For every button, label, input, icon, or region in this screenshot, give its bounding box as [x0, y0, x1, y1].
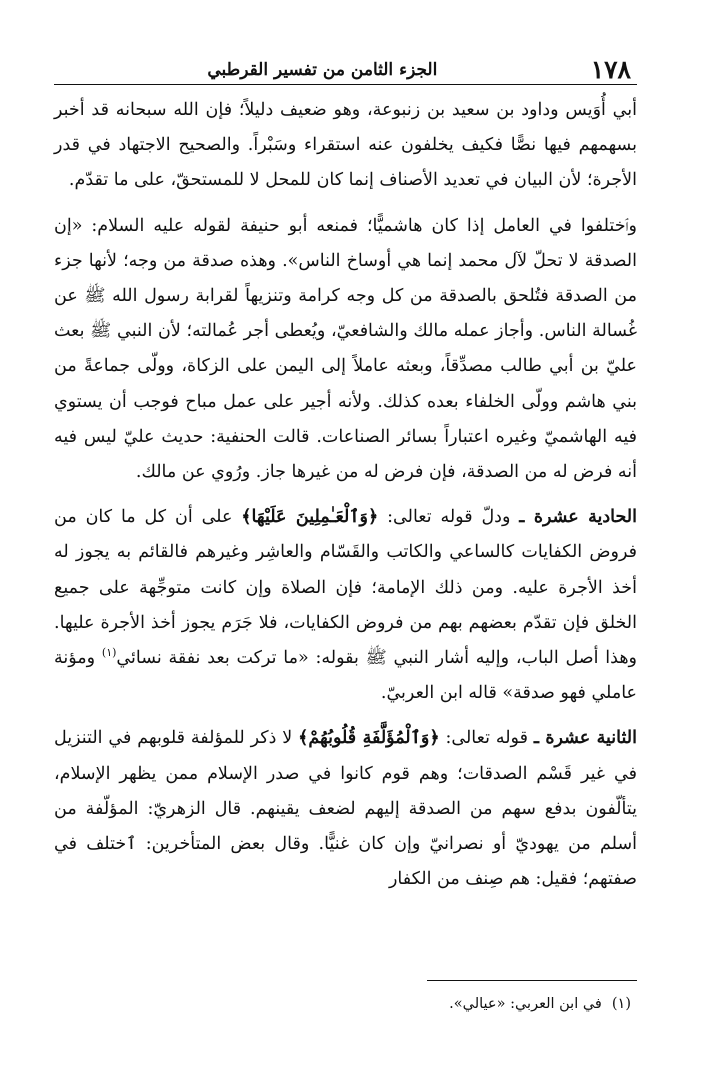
paragraph-3-intro: ودلّ قوله تعالى:	[378, 507, 520, 528]
quran-verse-muallafa: ﴿وَٱلْمُؤَلَّفَةِ قُلُوبُهُمْ﴾	[298, 728, 440, 749]
footnote-reference[interactable]: (١)	[101, 646, 117, 660]
issue-label-twelfth: الثانية عشرة ـ	[533, 728, 637, 749]
paragraph-2: وٱختلفوا في العامل إذا كان هاشميًّا؛ فمنعه أبو حنيفة لقوله عليه السلام: «إن الصدقة لا تحلّ لآل محمد إنما هي أوساخ الناس». وهذه صدقة من وجه؛ لأنها جزء من الصدقة فتُلحق بالصدقة من كل وجه كرامة وتنزيهاً لقرابة رسول الله ﷺ عن غُسالة الناس. وأجاز عمله مالك والشافعيّ، ويُعطى أجر عُمالته؛ لأن النبي ﷺ بعث عليّ بن أبي طالب مصدِّقاً، وبعثه عاملاً إلى اليمن على الزكاة، وولّى جماعةً من بني هاشم وولّى الخلفاء بعده كذلك. ولأنه أجير على عمل مباح فوجب أن يستوي فيه الهاشميّ وغيره اعتباراً بسائر الصناعات. قالت الحنفية: حديث عليّ ليس فيه أنه فرض له من الصدقة، فإن فرض له من غيرها جاز. ورُوي عن مالك.	[54, 215, 637, 483]
paragraph-4	[54, 721, 637, 897]
footnote	[449, 996, 631, 1012]
footnote-divider	[427, 980, 637, 981]
paragraph-4-intro: قوله تعالى:	[439, 728, 534, 749]
paragraph-3-text: على أن كل ما كان من فروض الكفايات كالساعي والكاتب والقَسّام والعاشِر وغيرهم فالقائم به يجوز له أخذ الأجرة عليه. ومن ذلك الإمامة؛ فإن الصلاة وإن كانت متوجِّهة على جميع الخلق فإن تقدّم بعضهم بهم من فروض الكفايات، فلا جَرَم يجوز أخذ الأجرة عليها. وهذا أصل الباب، وإليه أشار النبي ﷺ بقوله: «ما تركت بعد نفقة نسائي	[54, 507, 637, 669]
paragraph-1: أبي أُوَيس وداود بن سعيد بن زنبوعة، وهو ضعيف دليلاً؛ فإن الله سبحانه قد أخبر بسهمهم فيها نصًّا فكيف يخلفون عنه استقراء وسَبْراً. والصحيح الاجتهاد في قدر الأجرة؛ لأن البيان في تعديد الأصناف إنما كان للمحل لا للمستحقّ، على ما تقدّم.	[54, 100, 637, 191]
paragraph-4-text: لا ذكر للمؤلفة قلوبهم في التنزيل في غير قَسْم الصدقات؛ وهم قوم كانوا في صدر الإسلام ممن يظهر الإسلام، يتألّفون بدفع سهم من الصدقة إليهم لضعف يقينهم. قال الزهريّ: المؤلّفة من أسلم من يهوديّ أو نصرانيّ وإن كان غنيًّا. وقال بعض المتأخرين: ٱختلف في صفتهم؛ فقيل: هم صِنف من الكفار	[54, 728, 637, 890]
page-number: ١٧٨	[590, 55, 631, 84]
paragraph-3	[54, 500, 637, 711]
page-header	[54, 40, 637, 85]
footnote-number: (١)	[611, 996, 631, 1012]
paragraph-3-text-end: ومؤنة عاملي فهو صدقة» قاله ابن العربيّ.	[54, 648, 637, 704]
issue-label-eleventh: الحادية عشرة ـ	[519, 507, 637, 528]
quran-verse-amilin: ﴿وَٱلْعَـٰمِلِينَ عَلَيْهَا﴾	[241, 507, 379, 528]
footnote-text: في ابن العربي: «عيالي».	[449, 996, 602, 1012]
running-title: الجزء الثامن من تفسير القرطبي	[207, 60, 438, 80]
